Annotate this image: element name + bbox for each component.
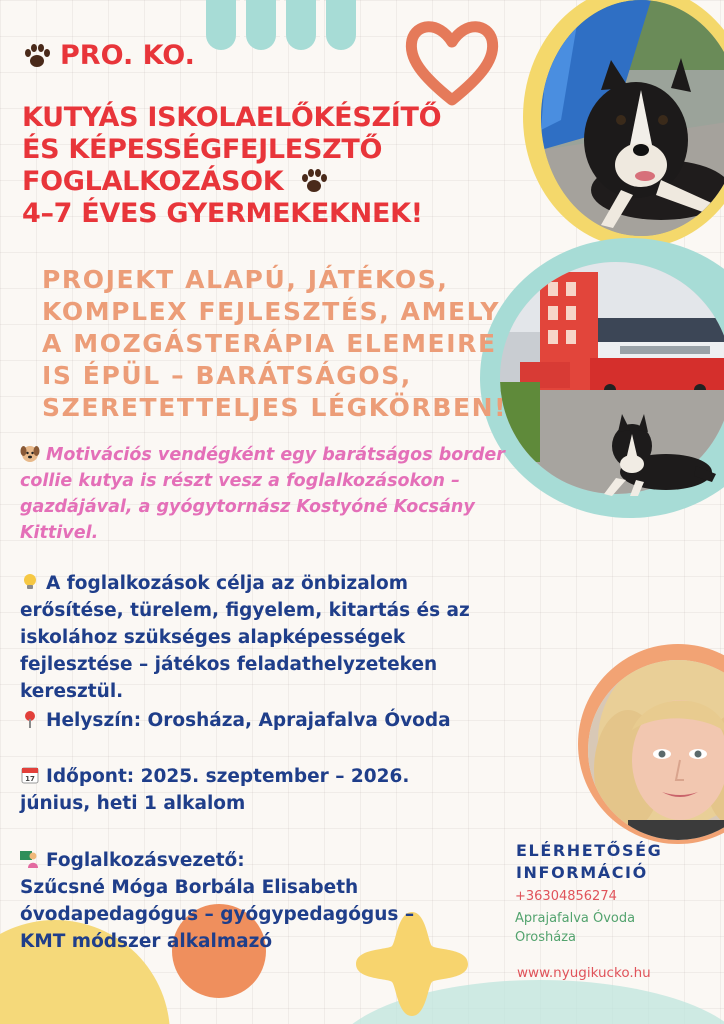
headline-line: ÉS KÉPESSÉGFEJLESZTŐ: [22, 134, 383, 165]
paw-print-icon: [22, 43, 52, 69]
headline-line: FOGLALKOZÁSOK: [22, 166, 582, 198]
leader-paragraph: [20, 847, 530, 955]
paw-print-icon: [299, 168, 329, 194]
location-text: Helyszín: Orosháza, Aprajafalva Óvoda: [46, 710, 451, 731]
schedule-line: június, heti 1 alkalom: [20, 793, 246, 814]
lightbulb-icon: [20, 572, 40, 592]
teacher-icon: [20, 849, 40, 869]
goal-line: iskolához szükséges alapképességek: [20, 627, 406, 648]
contact-title-line: INFORMÁCIÓ: [516, 863, 648, 882]
contact-place-line: Orosháza: [515, 930, 577, 945]
location-line: [20, 707, 590, 734]
guest-line: collie kutya is részt vesz a foglalkozásokon –: [20, 471, 460, 491]
contact-phone[interactable]: +36304856274: [515, 889, 617, 904]
goal-line: erősítése, türelem, figyelem, kitartás és az: [20, 600, 470, 621]
brand-row: [22, 40, 195, 71]
heart-outline-icon: [402, 12, 502, 108]
subheadline: [42, 264, 602, 424]
dog-face-icon: [20, 443, 40, 463]
contact-title-line: ELÉRHETŐSÉG: [516, 841, 663, 860]
subheadline-line: A MOZGÁSTERÁPIA ELEMEIRE: [42, 329, 497, 358]
subheadline-line: PROJEKT ALAPÚ, JÁTÉKOS,: [42, 265, 449, 294]
subheadline-line: KOMPLEX FEJLESZTÉS, AMELY: [42, 297, 501, 326]
brand-name: PRO. KO.: [60, 40, 195, 71]
goal-paragraph: [20, 570, 590, 705]
calendar-icon: [20, 765, 40, 785]
leader-line: óvodapedagógus – gyógypedagógus –: [20, 904, 415, 925]
goal-line: keresztül.: [20, 681, 124, 702]
guest-line: Kittivel.: [20, 523, 99, 543]
map-pin-icon: [20, 709, 40, 729]
headline-line: KUTYÁS ISKOLAELŐKÉSZÍTŐ: [22, 102, 442, 133]
contact-place-line: Aprajafalva Óvoda: [515, 911, 636, 926]
headline-line: 4–7 ÉVES GYERMEKEKNEK!: [22, 198, 423, 229]
guest-line: Motivációs vendégként egy barátságos border: [46, 445, 505, 465]
leader-line: KMT módszer alkalmazó: [20, 931, 273, 952]
subheadline-line: SZERETETTELJES LÉGKÖRBEN!: [42, 393, 508, 422]
schedule-paragraph: [20, 763, 580, 817]
schedule-line: Időpont: 2025. szeptember – 2026.: [46, 766, 410, 787]
guest-line: gazdájával, a gyógytornász Kostyóné Kocsány: [20, 497, 475, 517]
leader-line: Foglalkozásvezető:: [46, 850, 245, 871]
main-headline: [22, 102, 582, 230]
goal-line: A foglalkozások célja az önbizalom: [46, 573, 409, 594]
svg-text:17: 17: [25, 775, 35, 783]
contact-place: [515, 909, 635, 947]
website-link[interactable]: www.nyugikucko.hu: [517, 965, 651, 981]
leader-line: Szűcsné Móga Borbála Elisabeth: [20, 877, 359, 898]
contact-title: [516, 840, 716, 884]
mint-stripes-decoration: [196, 0, 366, 56]
subheadline-line: IS ÉPÜL – BARÁTSÁGOS,: [42, 361, 412, 390]
guest-dog-paragraph: [20, 442, 620, 546]
goal-line: fejlesztése – játékos feladathelyzeteken: [20, 654, 438, 675]
